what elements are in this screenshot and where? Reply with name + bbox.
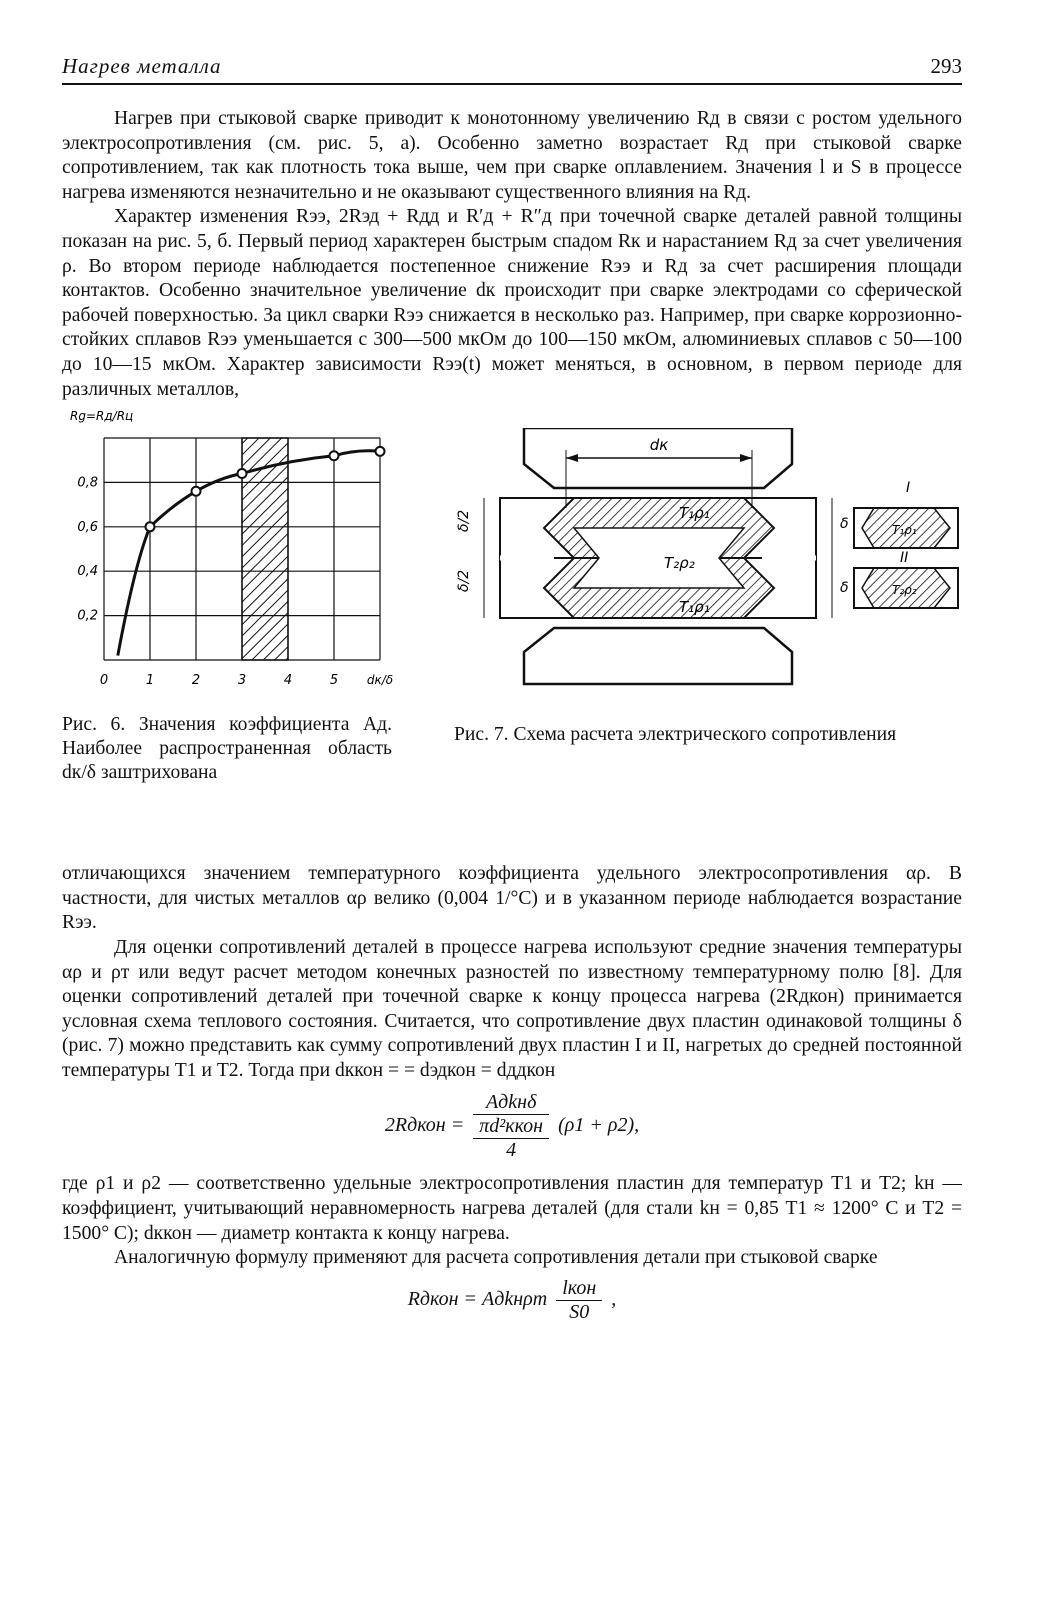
figure-7-caption: Рис. 7. Схема расчета электрического сопротивления (454, 724, 897, 746)
dk-label: dк (649, 436, 669, 455)
paragraph-2: Характер изменения Rээ, 2Rэд + Rдд и R′д + R″д при точечной сварке деталей равной толщины показан на рис. 5, б. Первый период характерен быстрым спадом Rк и нарастанием Rд за счет увеличения ρ. Во втором периоде наблюдается постепенное снижение Rээ и Rд за счет расширения площади контактов. Особенно значительное увеличение dк происходит при сварке электродами со сферической рабочей поверхностью. За цикл сварки Rээ снижается в несколько раз. Например, при сварке коррозионно-стойких сплавов Rээ уменьшается с 300—500 мкОм до 100—150 мкОм, алюминиевых сплавов с 50—100 до 10—15 мкОм. Характер зависимости Rээ(t) может меняться, в основном, в первом периоде для различных металлов, (62, 206, 962, 400)
running-title: Нагрев металла (62, 54, 222, 78)
paragraph-5: где ρ1 и ρ2 — соответственно удельные электросопротивления пластин для температур T1 и T2; kн — коэффициент, учитывающий неравномерность нагрева деталей (для стали kн = 0,85 T1 ≈ 1200° С и T2 = 1500° С); dккон — диаметр контакта к концу нагрева. (62, 1173, 962, 1244)
formula-1-rhs: (ρ1 + ρ2), (558, 1114, 640, 1137)
formula-1-fraction (473, 1091, 549, 1162)
y-tick-label: 0,2 (77, 608, 98, 624)
formula-2-fraction (556, 1277, 602, 1324)
delta-label-bottom: δ (840, 580, 849, 597)
data-point (146, 522, 155, 531)
formula-1-numerator: Aдkнδ (473, 1091, 549, 1115)
zone-t1p1-top: T₁ρ₁ (679, 504, 710, 523)
formula-2-denominator: S0 (569, 1300, 590, 1323)
half-delta-label-bottom: δ/2 (456, 569, 472, 593)
y-tick-label: 0,6 (77, 519, 98, 535)
formula-2-lhs: Rдкон = Aдkнρт (407, 1287, 548, 1310)
lower-electrode (524, 628, 792, 684)
data-point (330, 451, 339, 460)
figure-6 (62, 408, 402, 785)
formula-1-denominator-bottom: 4 (506, 1139, 517, 1162)
figures-row (62, 408, 962, 818)
formula-2-numerator: lкон (556, 1277, 602, 1301)
plate-i-label: T₁ρ₁ (892, 523, 917, 538)
paragraph-4: Для оценки сопротивлений деталей в процессе нагрева используют средние значения температуры αρ и ρт или ведут расчет методом конечных разностей по известному температурному полю [8]. Для оценки сопротивлений деталей при точечной сварке к концу процесса нагрева (2Rдкон) принимается условная схема теплового состояния. Считается, что сопротивление двух пластин одинаковой толщины δ (рис. 7) можно представить как сумму сопротивлений двух пластин I и II, нагретых до средней постоянной температуры T1 и T2. Тогда при dккон = = dэдкон = dддкон (62, 936, 962, 1081)
paragraph-6: Аналогичную формулу применяют для расчета сопротивления детали при стыковой сварке (114, 1247, 878, 1269)
x-tick-label: 0 (99, 673, 109, 689)
diagram-figure-7 (454, 428, 964, 688)
formula-1 (62, 1091, 962, 1162)
figure-7 (454, 428, 964, 747)
y-tick-label: 0,4 (77, 564, 98, 580)
zone-t2p2: T₂ρ₂ (664, 554, 695, 573)
page-number: 293 (930, 54, 962, 78)
y-axis-label: Rg=Rд/Rц (70, 409, 134, 424)
data-point (238, 469, 247, 478)
data-point (376, 447, 385, 456)
formula-1-denominator-top: πd²ккон (473, 1115, 549, 1139)
roman-1-label: I (906, 480, 911, 497)
x-tick-label: 3 (237, 673, 247, 689)
delta-label-top: δ (840, 516, 849, 533)
running-header (62, 54, 962, 85)
paragraph-3: отличающихся значением температурного коэффициента удельного электросопротивления αρ. В частности, для чистых металлов αρ велико (0,004 1/°С) и в указанном периоде наблюдается возрастание Rээ. (62, 863, 962, 934)
chart-figure-6 (62, 408, 402, 698)
data-point (192, 487, 201, 496)
paragraph-1: Нагрев при стыковой сварке приводит к монотонному увеличению Rд в связи с ростом удельного электросопротивления (см. рис. 5, а). Особенно заметно возрастает Rд при стыковой сварке сопротивлением, так как плотность тока выше, чем при сварке оплавлением. Значения l и S в процессе нагрева изменяются незначительно и не оказывают существенного влияния на Rд. (62, 108, 962, 203)
y-tick-label: 0,8 (77, 475, 98, 491)
x-tick-label: 2 (191, 673, 201, 689)
x-axis-label: dк/δ (366, 673, 394, 688)
page (62, 54, 962, 1328)
core-zone (574, 528, 744, 588)
half-delta-label-top: δ/2 (456, 509, 472, 533)
formula-1-lhs: 2Rдкон = (384, 1114, 465, 1137)
x-tick-label: 4 (283, 673, 293, 689)
formula-2 (62, 1277, 962, 1324)
figure-6-caption: Рис. 6. Значения коэффициента Aд. Наиболее распространенная область dк/δ заштрихована (62, 714, 392, 784)
formula-2-tail: , (611, 1287, 617, 1310)
x-tick-label: 1 (145, 673, 155, 689)
x-tick-label: 5 (329, 673, 339, 689)
plate-ii-label: T₂ρ₂ (892, 583, 917, 598)
zone-t1p1-bottom: T₁ρ₁ (679, 598, 710, 617)
roman-2-label: II (900, 550, 909, 567)
